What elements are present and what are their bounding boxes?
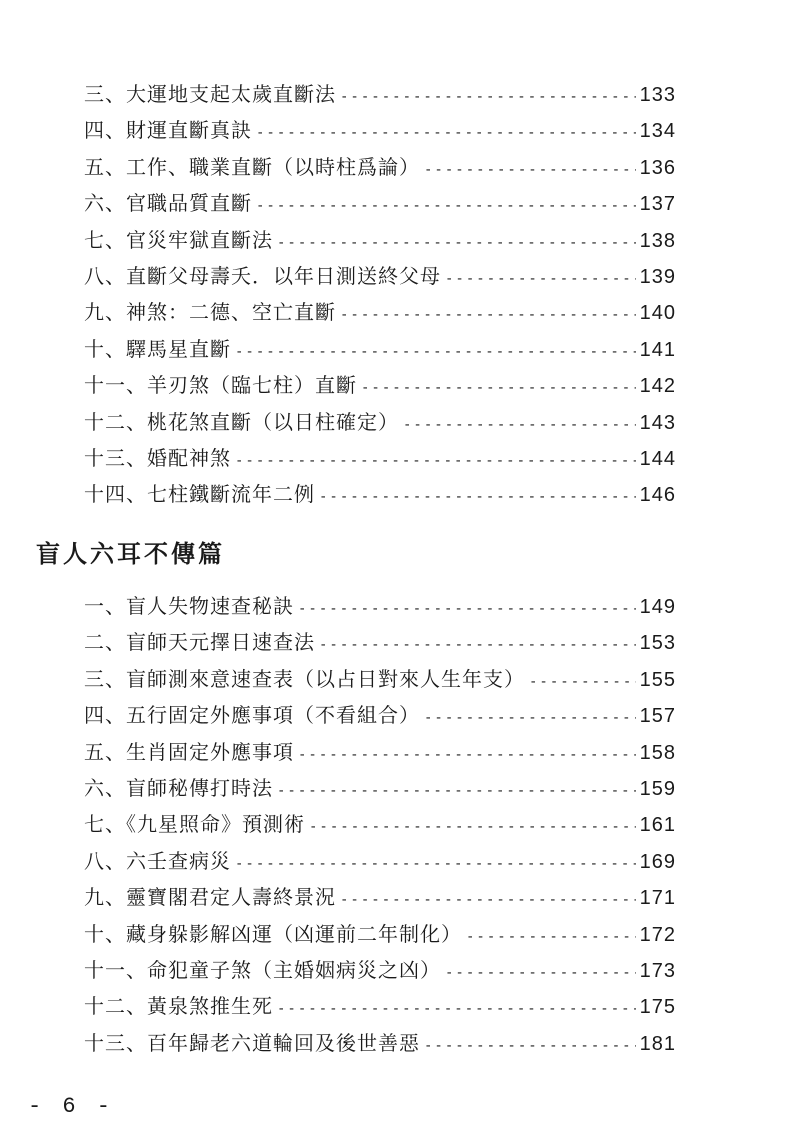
toc-dot-leader [445, 261, 636, 297]
toc-entry [84, 697, 676, 733]
toc-entry-page: 139 [639, 265, 676, 288]
toc-entry-page: 171 [639, 887, 676, 910]
toc-entry-page: 143 [639, 411, 676, 434]
toc-dot-leader [424, 152, 636, 188]
toc-entry-title: 十二、黃泉煞推生死 [84, 994, 273, 1019]
toc-entry [84, 258, 676, 294]
toc-entry [84, 988, 676, 1024]
toc-dot-leader [340, 79, 636, 115]
toc-entry-title: 十二、桃花煞直斷（以日柱確定） [84, 409, 399, 434]
toc-entry-title: 十一、羊刃煞（臨七柱）直斷 [84, 373, 357, 398]
toc-entry-page: 181 [639, 1032, 676, 1055]
toc-entry-page: 172 [639, 923, 676, 946]
toc-entry [84, 843, 676, 879]
toc-entry [84, 331, 676, 367]
toc-entry [84, 404, 676, 440]
toc-entry-page: 138 [639, 229, 676, 252]
toc-dot-leader [340, 297, 636, 333]
toc-entry [84, 952, 676, 988]
toc-entry [84, 770, 676, 806]
toc-dot-leader [319, 479, 636, 515]
toc-entry-title: 十四、七柱鐵斷流年二例 [84, 482, 315, 507]
toc-entry [84, 624, 676, 660]
toc-dot-leader [340, 882, 636, 918]
toc-entry-title: 四、五行固定外應事項（不看組合） [84, 703, 420, 728]
toc-entry [84, 806, 676, 842]
toc-dot-leader [529, 664, 636, 700]
toc-entry [84, 440, 676, 476]
toc-entry-title: 九、靈寶閣君定人壽終景況 [84, 885, 336, 910]
toc-entry-title: 七、官災牢獄直斷法 [84, 227, 273, 252]
toc-entry-page: 158 [639, 741, 676, 764]
toc-entry-title: 一、盲人失物速查秘訣 [84, 594, 294, 618]
toc-dot-leader [256, 188, 636, 224]
toc-dot-leader [235, 443, 636, 479]
toc-entry-title: 五、工作、職業直斷（以時柱爲論） [84, 154, 420, 179]
toc-dot-leader [424, 1028, 636, 1064]
toc-entry-page: 161 [639, 814, 676, 837]
toc-entry-title: 六、盲師秘傳打時法 [84, 775, 273, 800]
toc-entry [84, 916, 676, 952]
toc-dot-leader [466, 919, 636, 955]
toc-entry [84, 367, 676, 403]
toc-entry-page: 134 [639, 120, 676, 143]
toc-entry [84, 879, 676, 915]
toc-dot-leader [309, 809, 636, 845]
toc-dot-leader [361, 370, 636, 406]
toc-entry-page: 157 [639, 705, 676, 728]
toc-entry-title: 六、官職品質直斷 [84, 191, 252, 216]
toc-entry-page: 169 [639, 850, 676, 873]
toc-entry [84, 76, 676, 112]
toc-entry-title: 二、盲師天元擇日速查法 [84, 630, 315, 655]
toc-dot-leader [298, 737, 636, 773]
toc-entry [84, 1025, 676, 1061]
toc-entry [84, 149, 676, 185]
toc-entry-title: 十、驛馬星直斷 [84, 336, 231, 361]
toc-entry-title: 八、直斷父母壽夭．以年日測送終父母 [84, 263, 441, 288]
toc-entry-title: 三、盲師測來意速查表（以占日對來人生年支） [84, 666, 525, 691]
toc-entry-page: 173 [639, 959, 676, 982]
toc-entry-page: 153 [639, 632, 676, 655]
toc-list-part1 [84, 76, 676, 513]
toc-dot-leader [235, 334, 636, 370]
toc-entry [84, 185, 676, 221]
toc-entry [84, 588, 676, 624]
toc-dot-leader [277, 991, 636, 1027]
toc-entry-title: 七、《九星照命》預測術 [84, 812, 305, 837]
toc-dot-leader [256, 115, 636, 151]
toc-entry [84, 476, 676, 512]
toc-dot-leader [277, 773, 636, 809]
toc-entry-title: 九、神煞：二德、空亡直斷 [84, 300, 336, 325]
toc-dot-leader [277, 225, 636, 261]
toc-entry-title: 十一、命犯童子煞（主婚姻病災之凶） [84, 957, 441, 982]
toc-entry [84, 222, 676, 258]
toc-entry-page: 140 [639, 302, 676, 325]
toc-entry-page: 155 [639, 668, 676, 691]
toc-entry-title: 十三、百年歸老六道輪回及後世善惡 [84, 1030, 420, 1055]
toc-entry [84, 734, 676, 770]
toc-entry-title: 五、生肖固定外應事項 [84, 739, 294, 764]
toc-entry-page: 133 [639, 84, 676, 106]
toc-entry-page: 136 [639, 156, 676, 179]
toc-dot-leader [235, 846, 636, 882]
toc-entry [84, 661, 676, 697]
toc-entry-page: 141 [639, 338, 676, 361]
toc-entry-title: 八、六壬查病災 [84, 848, 231, 873]
toc-entry-page: 144 [639, 447, 676, 470]
toc-dot-leader [298, 591, 636, 627]
toc-entry-title: 四、財運直斷真訣 [84, 118, 252, 143]
page-number: - 6 - [28, 1094, 115, 1119]
toc-entry-page: 137 [639, 193, 676, 216]
toc-entry [84, 112, 676, 148]
toc-entry-page: 175 [639, 996, 676, 1019]
toc-entry-title: 十、藏身躲影解凶運（凶運前二年制化） [84, 921, 462, 946]
toc-entry-page: 142 [639, 375, 676, 398]
toc-entry [84, 294, 676, 330]
toc-entry-title: 三、大運地支起太歲直斷法 [84, 82, 336, 106]
toc-list-part2 [84, 588, 676, 1061]
toc-dot-leader [319, 627, 636, 663]
toc-dot-leader [445, 955, 636, 991]
section-heading: 盲人六耳不傳篇 [36, 540, 225, 568]
toc-dot-leader [403, 407, 636, 443]
toc-entry-title: 十三、婚配神煞 [84, 445, 231, 470]
toc-entry-page: 159 [639, 777, 676, 800]
toc-entry-page: 146 [639, 484, 676, 507]
toc-entry-page: 149 [639, 596, 676, 618]
toc-dot-leader [424, 700, 636, 736]
